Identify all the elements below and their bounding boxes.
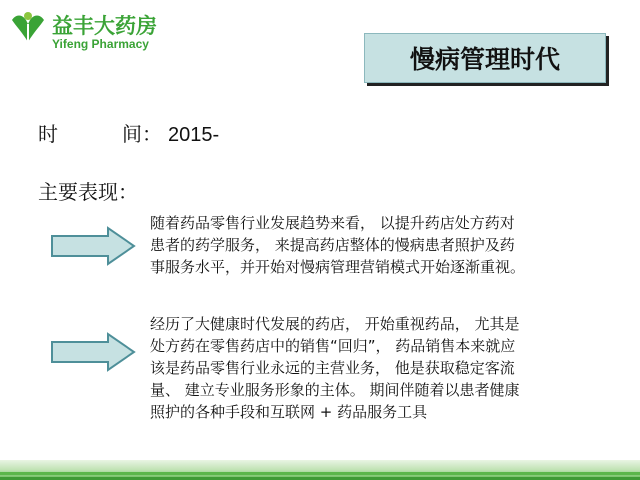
point-2-line: 经历了大健康时代发展的药店， 开始重视药品， 尤其是: [150, 315, 520, 333]
point-1-line: 事服务水平，并开始对慢病管理营销模式开始逐渐重视。: [150, 258, 526, 276]
slide-title-box: [364, 33, 606, 83]
point-2-line: 照护的各种手段和互联网 + 药品服务工具: [150, 403, 428, 421]
point-paragraph-1: [150, 212, 590, 278]
arrow-right-icon: [50, 226, 136, 266]
time-label-part1: 时: [38, 122, 58, 146]
point-1-line: 随着药品零售行业发展趋势来看， 以提升药店处方药对: [150, 214, 515, 232]
point-paragraph-2: [150, 313, 590, 423]
point-2-line: 量、 建立专业服务形象的主体。 期间伴随着以患者健康: [150, 381, 520, 399]
time-row: [38, 118, 219, 147]
company-logo: [8, 6, 188, 54]
point-2-line: 该是药品零售行业永远的主营业务， 他是获取稳定客流: [150, 359, 515, 377]
footer-decoration: [0, 458, 640, 480]
time-label-part2: 间：: [122, 122, 162, 146]
point-2-line: 处方药在零售药店中的销售“回归”， 药品销售本来就应: [150, 337, 516, 355]
time-value: 2015-: [168, 124, 220, 146]
slide-title: 慢病管理时代: [409, 45, 560, 74]
logo-name-cn: 益丰大药房: [52, 14, 157, 38]
arrow-right-icon: [50, 332, 136, 372]
point-1-line: 患者的药学服务， 来提高药店整体的慢病患者照护及药: [150, 236, 515, 254]
main-performance-label: 主要表现：: [38, 180, 138, 204]
logo-name-en: Yifeng Pharmacy: [52, 37, 149, 51]
logo-leaf-icon: [8, 8, 48, 48]
